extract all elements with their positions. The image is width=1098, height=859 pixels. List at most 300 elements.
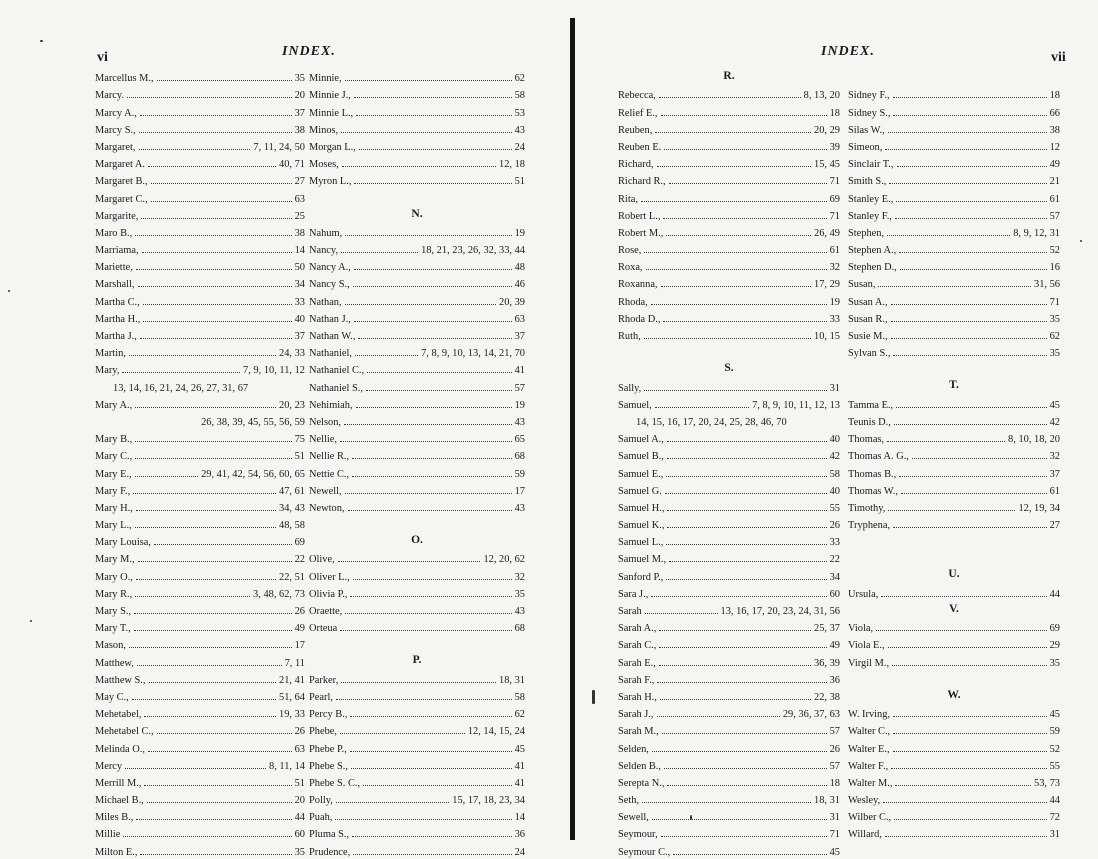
index-entry — [309, 807, 525, 824]
entry-pages: 57 — [829, 726, 840, 738]
dot-leader — [893, 527, 1047, 528]
entry-name: Simeon, — [848, 141, 883, 153]
entry-name: Minnie, — [309, 73, 342, 85]
entry-name: Newton, — [309, 502, 345, 514]
index-entry — [848, 412, 1060, 429]
entry-pages: 13, 16, 17, 20, 23, 24, 31, 56 — [720, 606, 840, 617]
dot-leader — [151, 183, 292, 184]
entry-name: Samuel E., — [618, 468, 664, 480]
entry-pages: 41 — [514, 365, 525, 377]
index-entry — [848, 171, 1060, 188]
entry-name: Rita, — [618, 193, 638, 205]
dot-leader — [149, 682, 277, 683]
dot-leader — [888, 132, 1047, 133]
entry-pages: 37 — [294, 331, 305, 342]
index-entry — [95, 120, 305, 137]
entry-name: Nettie C., — [309, 468, 350, 480]
entry-name: Seymour, — [618, 829, 658, 841]
entry-name: Rhoda D., — [618, 313, 661, 325]
index-entry — [848, 824, 1060, 841]
entry-pages: 72 — [1049, 812, 1060, 824]
entry-name: Sarah C., — [618, 640, 657, 652]
entry-name: Samuel H., — [618, 502, 665, 514]
dot-leader — [661, 115, 827, 116]
section-letter: S. — [724, 362, 734, 375]
entry-pages: 24 — [514, 846, 525, 858]
index-entry — [618, 721, 840, 738]
entry-name: Robert L., — [618, 210, 661, 222]
index-entry — [618, 773, 840, 790]
dot-leader — [350, 596, 511, 597]
section-spacer — [848, 532, 1060, 549]
index-entry — [618, 481, 840, 498]
dot-leader — [667, 441, 827, 442]
index-entry — [618, 120, 840, 137]
entry-pages: 12, 18 — [499, 159, 525, 171]
dot-leader — [893, 751, 1047, 752]
entry-name: Walter E., — [848, 743, 890, 755]
index-entry — [309, 446, 525, 463]
dot-leader — [666, 476, 826, 477]
entry-pages: 55 — [829, 502, 840, 514]
entry-pages: 35 — [294, 846, 305, 858]
index-entry — [618, 635, 840, 652]
entry-pages: 7, 11 — [284, 657, 305, 669]
entry-pages: 53, 73 — [1034, 777, 1060, 789]
index-entry — [618, 137, 840, 154]
entry-name: W. Irving, — [848, 709, 891, 721]
dot-leader — [136, 510, 276, 511]
entry-pages: 44 — [1049, 588, 1060, 600]
entry-name: Stephen, — [848, 227, 885, 239]
index-entry — [95, 360, 305, 377]
dot-leader — [127, 97, 292, 98]
index-entry — [95, 721, 305, 738]
index-entry — [848, 652, 1060, 669]
index-entry — [848, 807, 1060, 824]
entry-pages: 51 — [294, 451, 305, 463]
entry-name: Selden, — [618, 743, 649, 755]
entry-pages: 40 — [829, 434, 840, 446]
dot-leader — [135, 441, 291, 442]
index-entry — [309, 738, 525, 755]
dot-leader — [345, 493, 512, 494]
index-entry — [309, 309, 525, 326]
entry-name: Sarah M., — [618, 726, 659, 738]
dot-leader — [353, 579, 512, 580]
dot-leader — [140, 115, 292, 116]
entry-name: Robert M., — [618, 227, 664, 239]
entry-pages: 18 — [829, 107, 840, 119]
entry-name: Samuel L., — [618, 537, 664, 549]
dot-leader — [129, 355, 276, 356]
dot-leader — [136, 819, 291, 820]
entry-pages: 61 — [1049, 193, 1060, 205]
page-title: INDEX. — [821, 44, 875, 59]
entry-pages: 50 — [294, 262, 305, 274]
index-entry — [309, 584, 525, 601]
entry-pages: 22, 38 — [814, 691, 840, 703]
entry-pages: 12, 19, 34 — [1018, 502, 1060, 514]
entry-pages: 45 — [1049, 399, 1060, 411]
dot-leader — [892, 665, 1047, 666]
entry-pages: 37 — [514, 331, 525, 342]
entry-pages: 18 — [829, 777, 840, 789]
page-title: INDEX. — [282, 44, 336, 59]
index-entry-continuation — [95, 412, 305, 429]
index-entry — [848, 584, 1060, 601]
entry-pages: 26 — [829, 520, 840, 532]
section-letter: N. — [411, 207, 423, 220]
entry-pages: 58 — [829, 468, 840, 480]
entry-name: Relief E., — [618, 107, 658, 119]
dot-leader — [135, 527, 276, 528]
entry-pages: 15, 45 — [814, 159, 840, 171]
entry-name: Nehimiah, — [309, 399, 353, 411]
book-gutter — [570, 18, 575, 840]
entry-pages: 21 — [1049, 176, 1060, 188]
entry-name: Tryphena, — [848, 520, 891, 532]
index-entry — [95, 171, 305, 188]
dot-leader — [878, 286, 1031, 287]
index-entry — [618, 670, 840, 687]
dot-leader — [144, 785, 291, 786]
page-number: vi — [97, 50, 108, 65]
index-entry — [309, 601, 525, 618]
index-entry — [848, 326, 1060, 343]
entry-name: Nancy A., — [309, 262, 351, 274]
entry-pages: 57 — [1049, 210, 1060, 222]
entry-name: Margaret C., — [95, 193, 148, 205]
index-entry — [95, 738, 305, 755]
index-entry — [848, 446, 1060, 463]
dot-leader — [893, 733, 1046, 734]
entry-pages: 52 — [1049, 245, 1060, 257]
entry-name: Marcy A., — [95, 107, 137, 119]
entry-name: Merrill M., — [95, 777, 142, 789]
index-column — [309, 68, 525, 859]
entry-name: Walter M., — [848, 777, 893, 789]
entry-name: Pearl, — [309, 691, 333, 703]
index-entry — [309, 291, 525, 308]
index-entry — [848, 291, 1060, 308]
entry-pages: 41 — [514, 760, 525, 772]
entry-pages: 14 — [294, 245, 305, 257]
index-entry — [618, 463, 840, 480]
entry-name: Rhoda, — [618, 296, 648, 308]
entry-pages: 68 — [514, 623, 525, 635]
dot-leader — [350, 751, 512, 752]
entry-pages: 29 — [1049, 640, 1060, 652]
dot-leader — [340, 441, 512, 442]
entry-pages: 57 — [514, 382, 525, 394]
dot-leader — [897, 166, 1047, 167]
entry-name: Nancy S., — [309, 279, 350, 291]
entry-pages: 17 — [514, 485, 525, 497]
index-entry — [848, 429, 1060, 446]
index-entry — [848, 635, 1060, 652]
entry-name: Sarah E., — [618, 657, 656, 669]
entry-pages: 34, 43 — [279, 502, 305, 514]
dot-leader — [667, 458, 827, 459]
entry-name: Puah, — [309, 812, 333, 824]
dot-leader — [135, 476, 198, 477]
index-entry — [309, 498, 525, 515]
entry-pages: 7, 9, 10, 11, 12 — [243, 365, 305, 377]
entry-name: Phebe S. C., — [309, 777, 361, 789]
entry-pages: 35 — [1049, 348, 1060, 360]
index-entry — [618, 601, 840, 618]
index-entry — [618, 274, 840, 291]
entry-name: Martha J., — [95, 331, 137, 342]
entry-pages: 43 — [514, 502, 525, 514]
index-entry — [848, 515, 1060, 532]
index-entry — [848, 618, 1060, 635]
dot-leader — [351, 768, 512, 769]
page-number: vii — [1051, 50, 1066, 65]
entry-name: Tamma E., — [848, 399, 894, 411]
index-entry — [848, 721, 1060, 738]
index-entry — [95, 670, 305, 687]
dot-leader — [646, 269, 827, 270]
dot-leader — [355, 355, 418, 356]
dot-leader — [338, 561, 481, 562]
dot-leader — [352, 476, 511, 477]
entry-pages: 71 — [829, 829, 840, 841]
index-entry — [95, 85, 305, 102]
entry-name: Nathan J., — [309, 313, 351, 325]
dot-leader — [140, 854, 291, 855]
entry-name: Mary T., — [95, 623, 131, 635]
dot-leader — [157, 80, 292, 81]
entry-name: Sara J., — [618, 588, 649, 600]
dot-leader — [352, 458, 511, 459]
dot-leader — [122, 372, 240, 373]
index-entry — [95, 635, 305, 652]
dot-leader — [901, 493, 1047, 494]
entry-name: Mary L., — [95, 520, 132, 532]
entry-name: Marcellus M., — [95, 73, 154, 85]
entry-name: Mary F., — [95, 485, 131, 497]
entry-pages: 29, 41, 42, 54, 56, 60, 65 — [201, 468, 305, 480]
dot-leader — [356, 115, 511, 116]
entry-name: Reuben E. — [618, 141, 662, 153]
entry-name: Olivia P., — [309, 588, 348, 600]
dot-leader — [129, 647, 292, 648]
index-entry — [848, 481, 1060, 498]
entry-pages: 20, 39 — [499, 296, 525, 308]
entry-pages: 26 — [294, 726, 305, 738]
dot-leader — [664, 768, 827, 769]
dot-leader — [148, 166, 276, 167]
entry-name: Thomas A. G., — [848, 451, 909, 463]
index-entry — [618, 154, 840, 171]
index-entry — [618, 515, 840, 532]
entry-pages: 75 — [294, 434, 305, 446]
index-entry — [309, 481, 525, 498]
entry-pages: 25, 37 — [814, 623, 840, 635]
entry-pages: 62 — [514, 73, 525, 85]
entry-name: Sally, — [618, 382, 642, 394]
dot-leader — [664, 149, 826, 150]
index-entry — [618, 584, 840, 601]
entry-pages: 59 — [1049, 726, 1060, 738]
section-spacer — [848, 68, 1060, 85]
entry-pages: 45 — [514, 743, 525, 755]
index-entry — [848, 395, 1060, 412]
entry-name: Minnie J., — [309, 90, 351, 102]
section-letter: R. — [723, 70, 735, 82]
section-spacer — [309, 188, 525, 205]
entry-pages: 68 — [514, 451, 525, 463]
entry-name: Newell, — [309, 485, 342, 497]
dot-leader — [887, 441, 1005, 442]
entry-pages: 36 — [829, 674, 840, 686]
index-entry — [309, 721, 525, 738]
dot-leader — [151, 201, 292, 202]
index-entry — [618, 291, 840, 308]
entry-pages: 53 — [514, 107, 525, 119]
dot-leader — [143, 304, 292, 305]
index-entry — [95, 824, 305, 841]
dot-leader — [138, 561, 292, 562]
dot-leader — [154, 544, 292, 545]
entry-name: Pluma S., — [309, 829, 350, 841]
index-entry — [618, 618, 840, 635]
entry-name: Phebe, — [309, 726, 337, 738]
entry-pages: 55 — [1049, 760, 1060, 772]
entry-name: Phebe S., — [309, 760, 348, 772]
index-entry — [618, 223, 840, 240]
entry-pages: 37 — [294, 107, 305, 119]
dot-leader — [356, 407, 512, 408]
entry-name: May C., — [95, 691, 129, 703]
entry-name: Roxanna, — [618, 279, 658, 291]
dot-leader — [359, 149, 512, 150]
entry-pages: 18, 31 — [814, 795, 840, 807]
dot-leader — [891, 338, 1047, 339]
dot-leader — [367, 372, 511, 373]
entry-name: Minos, — [309, 124, 339, 136]
entry-pages: 17 — [294, 640, 305, 652]
entry-pages: 8, 13, 20 — [803, 90, 840, 102]
dot-leader — [659, 630, 811, 631]
entry-pages: 60 — [829, 588, 840, 600]
entry-name: Walter F., — [848, 760, 889, 772]
index-entry — [848, 223, 1060, 240]
right-page — [578, 0, 1098, 858]
dot-leader — [900, 269, 1047, 270]
index-entry — [309, 343, 525, 360]
index-entry — [95, 807, 305, 824]
dot-leader — [887, 235, 1010, 236]
entry-name: Sidney S., — [848, 107, 891, 119]
entry-pages: 21, 41 — [279, 674, 305, 686]
entry-pages: 25 — [294, 210, 305, 222]
index-entry — [309, 412, 525, 429]
dot-leader — [893, 115, 1046, 116]
index-entry — [95, 687, 305, 704]
section-spacer — [848, 549, 1060, 566]
dot-leader — [134, 613, 292, 614]
entry-pages: 26 — [829, 743, 840, 755]
entry-pages: 69 — [294, 537, 305, 549]
entry-name: Marcy S., — [95, 124, 136, 136]
entry-pages: 41 — [514, 777, 525, 789]
entry-name: Mary M., — [95, 554, 135, 566]
entry-pages: 43 — [514, 124, 525, 136]
entry-name: Wilber C., — [848, 812, 892, 824]
entry-name: Serepta N., — [618, 777, 665, 789]
index-entry — [309, 687, 525, 704]
entry-pages: 20 — [294, 795, 305, 807]
entry-name: Margaret B., — [95, 176, 148, 188]
index-entry — [618, 841, 840, 858]
dot-leader — [899, 252, 1046, 253]
dot-leader — [891, 768, 1046, 769]
entry-name: Seth, — [618, 795, 640, 807]
entry-name: Samuel G. — [618, 485, 662, 497]
entry-name: Oraette, — [309, 606, 343, 617]
dot-leader — [140, 338, 292, 339]
entry-name: Mehetabel, — [95, 709, 142, 721]
dot-leader — [132, 699, 276, 700]
entry-pages: 48 — [514, 262, 525, 274]
index-entry — [309, 618, 525, 635]
entry-pages: 8, 10, 18, 20 — [1008, 434, 1060, 446]
entry-pages: 33 — [829, 537, 840, 549]
entry-name: Mariette, — [95, 262, 133, 274]
index-entry — [618, 446, 840, 463]
dot-leader — [667, 785, 826, 786]
index-entry — [848, 102, 1060, 119]
entry-name: Olive, — [309, 554, 335, 566]
entry-name: Virgil M., — [848, 657, 890, 669]
dot-leader — [341, 132, 511, 133]
dot-leader — [644, 338, 811, 339]
entry-name: Willard, — [848, 829, 882, 841]
dot-leader — [135, 235, 291, 236]
entry-pages: 14 — [514, 812, 525, 824]
index-entry — [309, 240, 525, 257]
entry-name: Samuel M., — [618, 554, 667, 566]
dot-leader — [896, 201, 1046, 202]
index-entry — [309, 223, 525, 240]
entry-name: Nathaniel S., — [309, 382, 363, 394]
dot-leader — [340, 630, 511, 631]
index-entry — [309, 463, 525, 480]
index-entry — [95, 618, 305, 635]
entry-pages: 69 — [829, 193, 840, 205]
dot-leader — [363, 785, 512, 786]
entry-name: Susan R., — [848, 313, 888, 325]
index-entry — [95, 326, 305, 343]
dot-leader — [663, 218, 826, 219]
entry-pages: 27 — [1049, 520, 1060, 532]
entry-name: Seymour C., — [618, 846, 671, 858]
index-entry — [95, 68, 305, 85]
entry-pages: 31 — [1049, 829, 1060, 841]
dot-leader — [666, 235, 811, 236]
index-entry — [95, 652, 305, 669]
index-entry — [848, 498, 1060, 515]
dot-leader — [667, 527, 826, 528]
entry-pages: 58 — [514, 691, 525, 703]
index-entry — [309, 429, 525, 446]
dot-leader — [336, 699, 512, 700]
dot-leader — [666, 544, 826, 545]
entry-pages: 34 — [294, 279, 305, 291]
